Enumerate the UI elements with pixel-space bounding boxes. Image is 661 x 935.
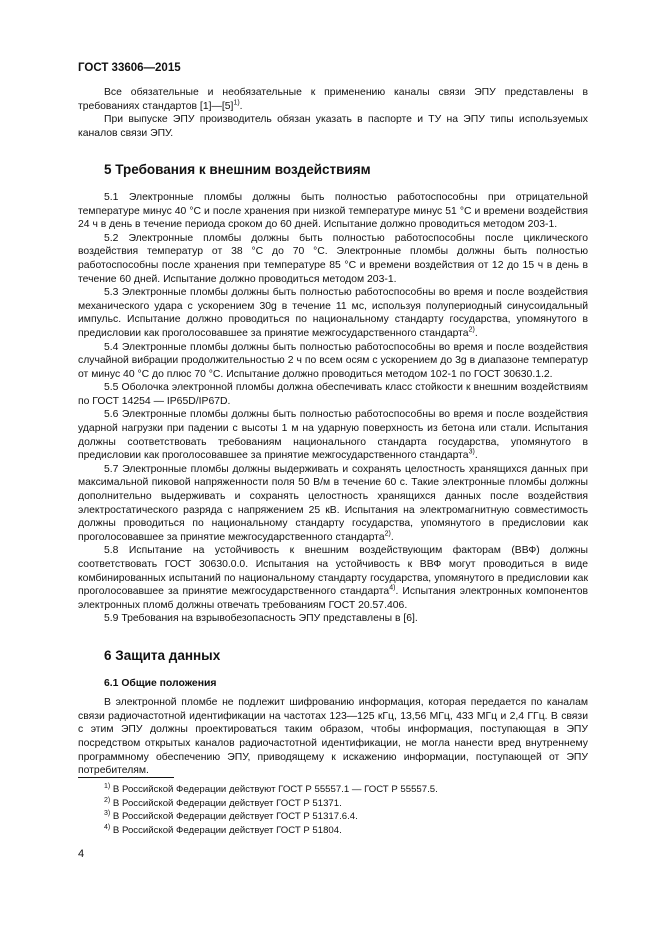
subsection-6-1-heading: 6.1 Общие положения: [104, 677, 217, 689]
footnotes: [78, 783, 588, 837]
footnote-ref: 3): [468, 448, 475, 456]
paragraph-text: .: [239, 100, 243, 112]
clause-5-5: 5.5 Оболочка электронной пломбы должна обеспечивать класс стойкости к внешним воздействиям по ГОСТ 14254 — IP65D/IP67D.: [78, 382, 588, 407]
footnote-mark: 4): [104, 823, 111, 831]
paragraph-text: Все обязательные и необязательные к применению каналы связи ЭПУ представлены в требованиях стандартов [1]—[5]: [78, 87, 588, 112]
clause-5-8: [78, 544, 588, 612]
clause-5-1: 5.1 Электронные пломбы должны быть полностью работоспособны при отрицательной температуре минус 40 °С и после хранения при низкой температуре минус 51 °С и времени воздействия 24 ч в день в течение периода сроком до 60 дней. Испытание должно проводиться методом 203-1.: [78, 191, 588, 231]
footnote-text: В Российской Федерации действует ГОСТ Р 51804.: [110, 824, 342, 836]
footnote: [78, 810, 588, 824]
paragraph: При выпуске ЭПУ производитель обязан указать в паспорте и ТУ на ЭПУ типы используемых каналов связи ЭПУ.: [78, 114, 588, 139]
clause-5-6: [78, 408, 588, 462]
footnote-ref: 4): [389, 584, 396, 592]
paragraph: [78, 86, 588, 113]
footnote-text: В Российской Федерации действует ГОСТ Р 51371.: [110, 797, 342, 809]
document-header: ГОСТ 33606—2015: [78, 62, 181, 74]
footnote-text: В Российской Федерации действуют ГОСТ Р 55557.1 — ГОСТ Р 55557.5.: [110, 784, 438, 795]
paragraph-text: .: [474, 450, 478, 462]
clause-5-3: [78, 286, 588, 340]
clause-5-7: [78, 463, 588, 545]
footnote-ref: 2): [468, 326, 475, 334]
clause-5-4: 5.4 Электронные пломбы должны быть полностью работоспособны во время и после воздействия случайной вибрации продолжительностью 2 ч по всем осям с ускорением до 3g в диапазоне температур от минус 40 °С до плюс 70 °С. Испытание должно проводиться методом 102-1 по ГОСТ 30630.1.2.: [78, 341, 588, 380]
document-body: [78, 86, 588, 778]
footnote: [78, 797, 588, 811]
footnote-mark: 2): [104, 796, 111, 804]
paragraph-text: 5.6 Электронные пломбы должны быть полностью работоспособны во время и после воздействия ударной нагрузки при падении с высоты 1 м на ударную поверхность из бетона или стали. Испытания должны соответствовать требованиям национального стандарта государства, упомянутого в предисловии как проголосовавшее за принятие межгосударственного стандарта: [78, 409, 588, 462]
paragraph-text: 5.8 Испытание на устойчивость к внешним воздействующим факторам (ВВФ) должны соответствовать ГОСТ 30630.0.0. Испытания на устойчивость к ВВФ могут проводиться в виде комбинированных испытаний по национальному стандарту государства, упомянутого в предисловии как проголосовавшее за принятие межгосударственного стандарта: [78, 545, 588, 598]
clause-6-1: В электронной пломбе не подлежит шифрованию информация, которая передается по каналам связи радиочастотной идентификации на частотах 123—125 кГц, 13,56 МГц, 433 МГц и 2,4 ГГц. В связи с этим ЭПУ должны проектироваться таким образом, чтобы информация, поступающая в ЭПУ посредством открытых каналов радиочастотной идентификации, не могла нанести вред внутреннему программному обеспечению ЭПУ, приводящему к искажению информации, поступающей от ЭПУ потребителям.: [78, 697, 588, 777]
section-6-heading: 6 Защита данных: [104, 647, 221, 663]
paragraph-text: .: [474, 327, 478, 339]
section-5-heading: 5 Требования к внешним воздействиям: [104, 162, 371, 178]
page-number: 4: [78, 848, 85, 860]
footnote-mark: 3): [104, 810, 111, 817]
footnote-separator: [78, 777, 174, 778]
clause-5-9: 5.9 Требования на взрывобезопасность ЭПУ представлены в [6].: [104, 613, 418, 625]
footnote-text: В Российской Федерации действует ГОСТ Р 51317.6.4.: [110, 811, 358, 823]
footnote: [78, 783, 588, 797]
footnote-ref: 2): [384, 530, 391, 538]
footnote: [78, 824, 588, 838]
clause-5-2: 5.2 Электронные пломбы должны быть полностью работоспособны после циклического воздействия температур от 38 °С до 70 °С. Электронные пломбы должны быть полностью работоспособны после хранения при температуре 85 °С и времени воздействия от 12 до 15 ч в день в течение 60 дней. Испытание должно проводиться методом 203-1.: [78, 232, 588, 285]
footnote-mark: 1): [104, 782, 111, 790]
paragraph-text: .: [390, 531, 394, 543]
paragraph-text: . Испытания электронных компонентов электронных пломб должны отвечать требованиям ГОСТ 20.57.406.: [78, 586, 588, 611]
paragraph-text: 5.3 Электронные пломбы должны быть полностью работоспособны во время и после воздействия механического удара с ускорением 30g в течение 11 мс, используя полупериодный синусоидальный импульс. Испытание должно проводиться по национальному стандарту государства, упомянутого в предисловии как проголосовавшее за принятие межгосударственного стандарта: [78, 287, 588, 339]
paragraph-text: 5.7 Электронные пломбы должны выдерживать и сохранять целостность хранящихся данных при максимальной пиковой напряженности поля 50 В/м в течение 60 с. Такие электронные пломбы должны дополнительно выдерживать и сохранять целостность хранящихся данных после воздействия электростатического разряда с напряжением 25 кВ. Испытания на электромагнитную совместимость должны проводиться по национальному стандарту государства, упомянутого в предисловии как проголосовавшее за принятие межгосударственного стандарта: [78, 463, 588, 543]
footnote-ref: 1): [233, 99, 240, 107]
